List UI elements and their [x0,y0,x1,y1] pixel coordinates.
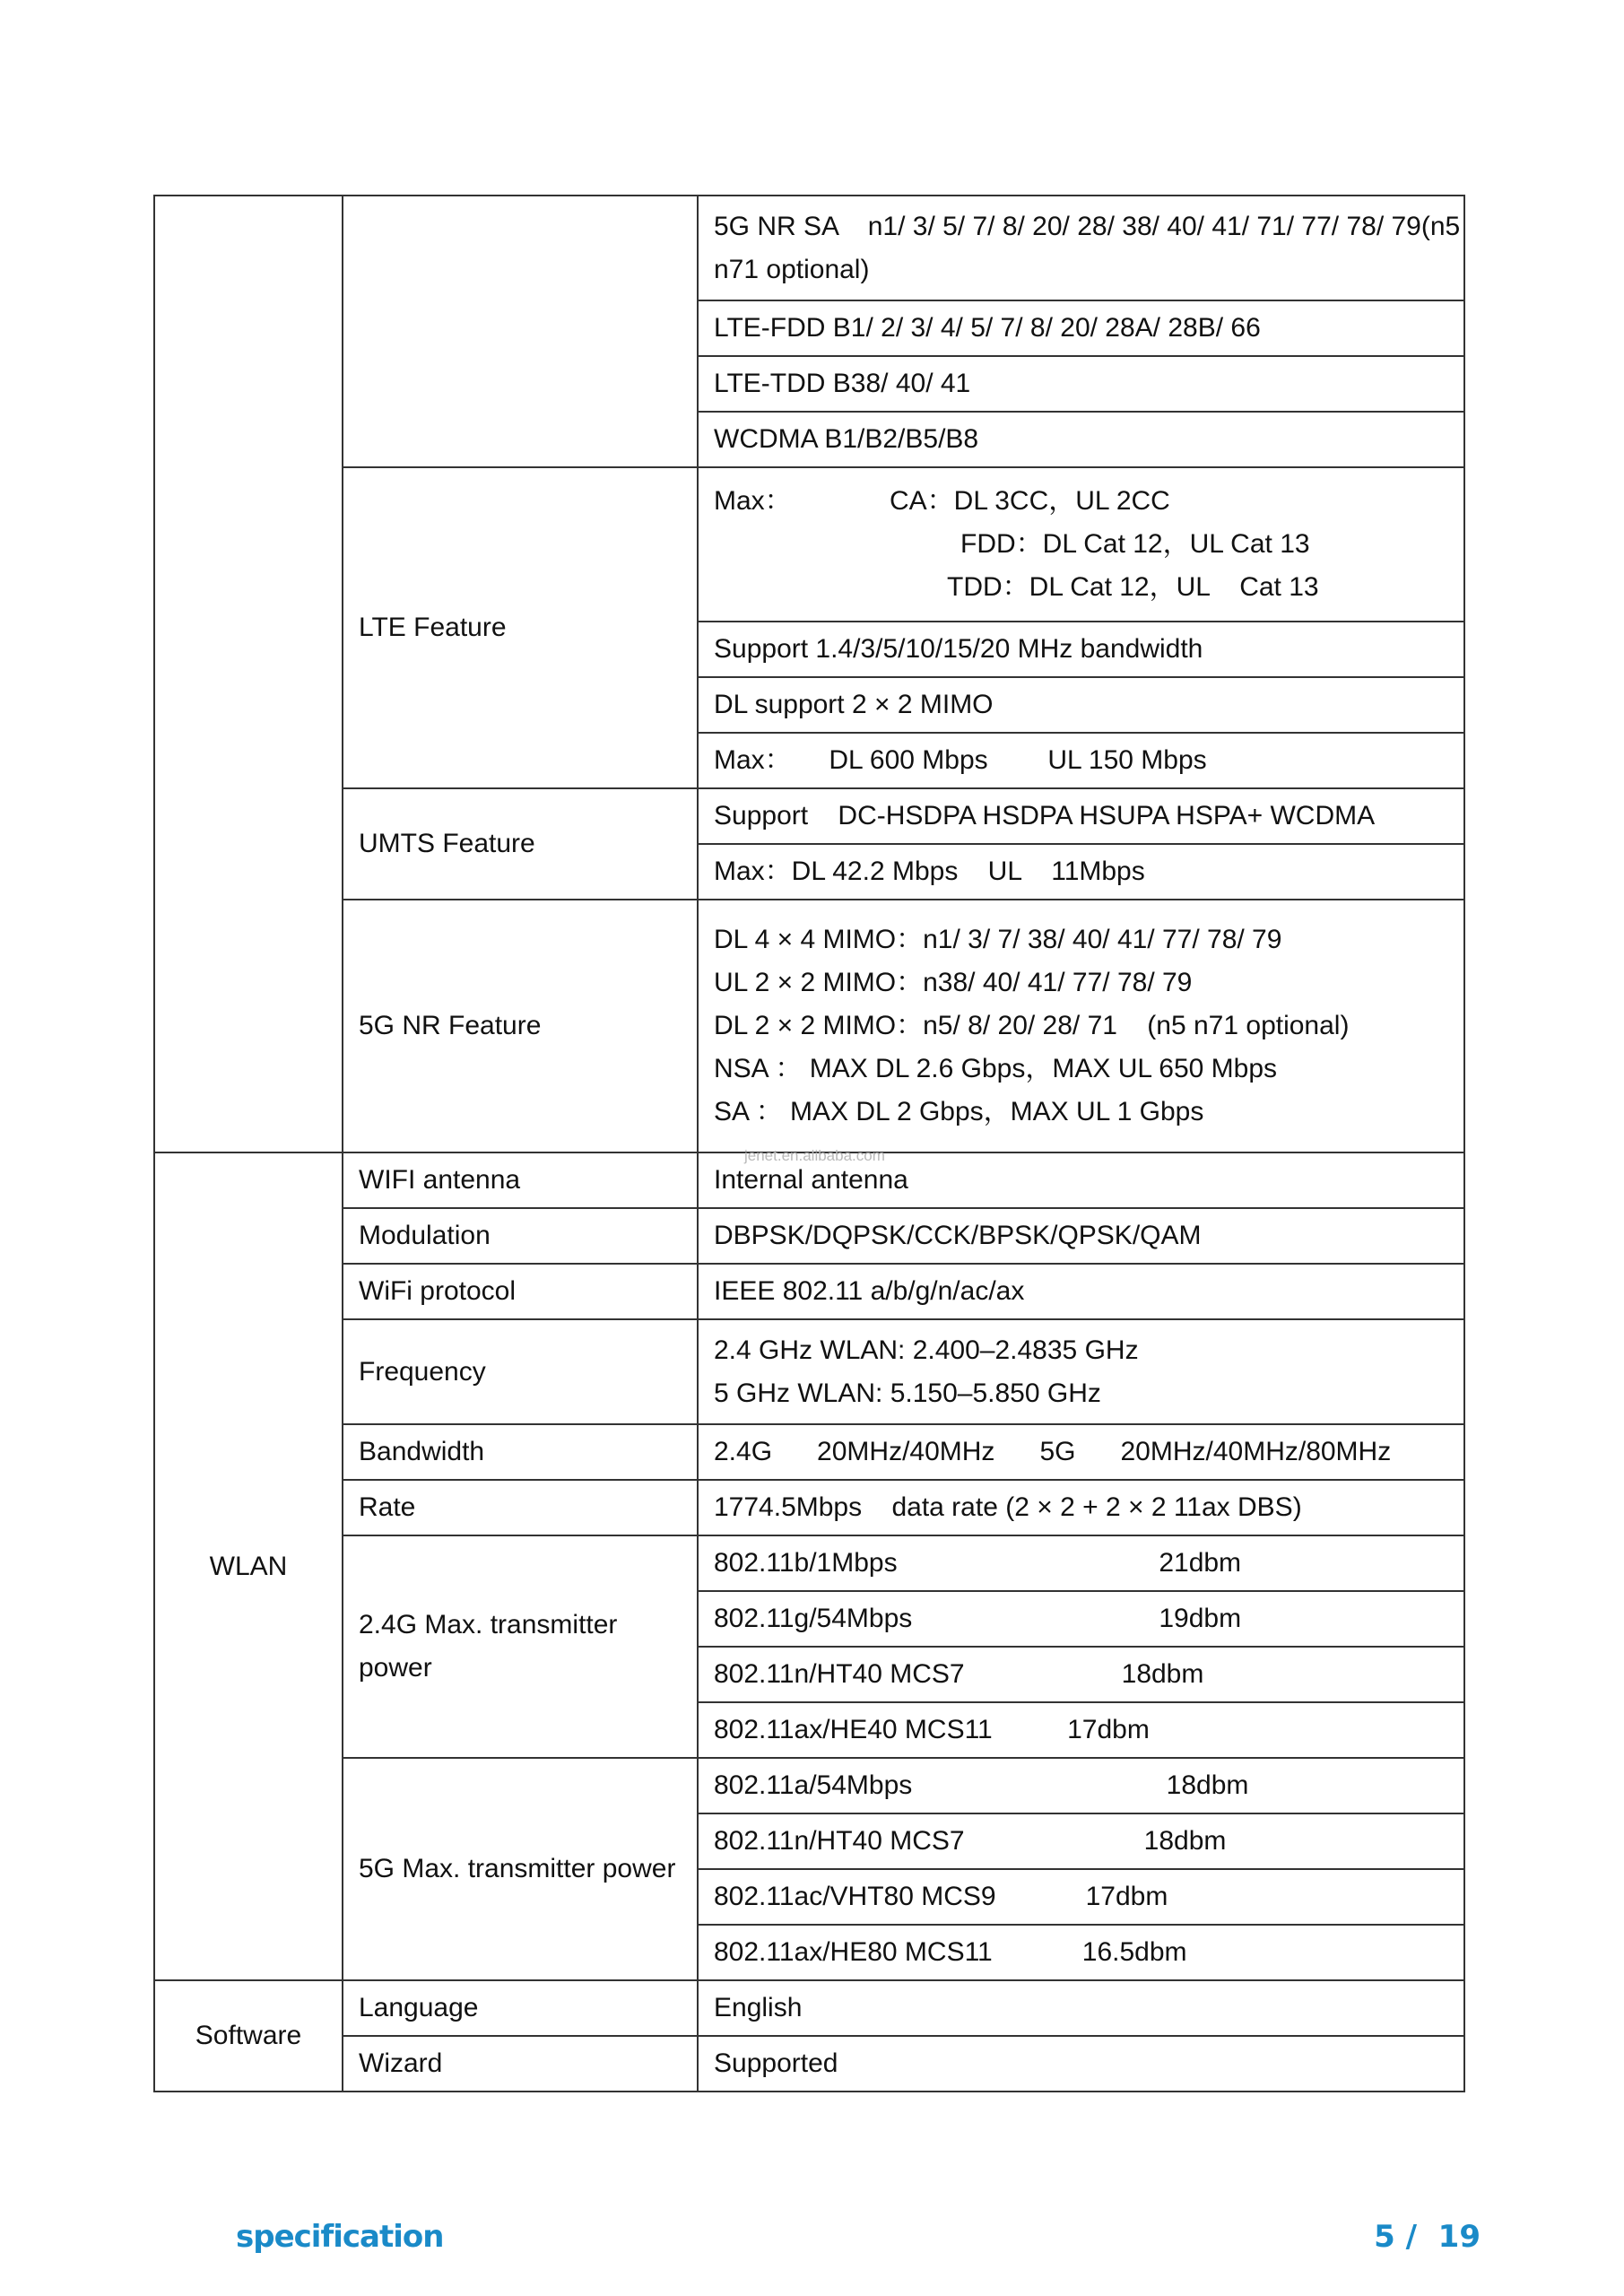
value-line: LTE-FDD B1/ 2/ 3/ 4/ 5/ 7/ 8/ 20/ 28A/ 28B/ 66 [714,313,1261,343]
value-line: NSA ： MAX DL 2.6 Gbps，MAX UL 650 Mbps [714,1054,1278,1083]
value-line [714,480,1463,523]
value-cell [698,1264,1464,1319]
value-cell [698,1702,1464,1758]
value-cell [698,1813,1464,1869]
table-row [154,2036,1464,2092]
value-line: Max： DL 600 Mbps UL 150 Mbps [714,745,1207,775]
group-cell [154,196,343,1152]
feature-cell: 2.4G Max. transmitter power [343,1535,698,1758]
group-cell: WLAN [154,1152,343,1980]
value-line: DBPSK/DQPSK/CCK/BPSK/QPSK/QAM [714,1221,1202,1250]
table-row [154,467,1464,622]
value-line: Supported [714,2048,838,2078]
value-cell [698,622,1464,677]
value-cell [698,1758,1464,1813]
value-line: IEEE 802.11 a/b/g/n/ac/ax [714,1276,1025,1306]
value-line: SA ： MAX DL 2 Gbps，MAX UL 1 Gbps [714,1097,1204,1126]
value-line: 5 GHz WLAN: 5.150–5.850 GHz [714,1378,1101,1408]
feature-cell: WIFI antenna [343,1152,698,1208]
value-line: Support 1.4/3/5/10/15/20 MHz bandwidth [714,634,1203,664]
value-cell [698,1480,1464,1535]
value-line: 802.11n/HT40 MCS7 18dbm [714,1826,1227,1856]
watermark: jenet.en.alibaba.com [744,1147,885,1164]
ca-line: CA：DL 3CC，UL 2CC [890,486,1170,516]
value-line: English [714,1993,803,2022]
table-row [154,1424,1464,1480]
table-row [154,1980,1464,2036]
value-line: n71 optional) [714,254,870,284]
feature-cell: 5G Max. transmitter power [343,1758,698,1980]
value-line: LTE-TDD B38/ 40/ 41 [714,369,971,398]
value-cell [698,300,1464,356]
page-number: 5 / 19 [1374,2219,1481,2255]
value-line: Internal antenna [714,1165,908,1195]
value-line: 2.4 GHz WLAN: 2.400–2.4835 GHz [714,1335,1139,1365]
table-row [154,1535,1464,1591]
value-line: Support DC-HSDPA HSDPA HSUPA HSPA+ WCDMA [714,801,1376,831]
value-line: 802.11ac/VHT80 MCS9 17dbm [714,1882,1168,1911]
value-cell [698,467,1464,622]
feature-cell: UMTS Feature [343,788,698,900]
value-cell [698,196,1464,300]
value-cell [698,1647,1464,1702]
table-row [154,1319,1464,1424]
value-cell [698,1535,1464,1591]
value-line: DL support 2 × 2 MIMO [714,690,994,719]
table-row [154,1208,1464,1264]
feature-cell: Wizard [343,2036,698,2092]
value-cell [698,412,1464,467]
value-line: DL 4 × 4 MIMO：n1/ 3/ 7/ 38/ 40/ 41/ 77/ 78/ 79 [714,925,1282,954]
value-cell [698,1319,1464,1424]
value-cell [698,733,1464,788]
feature-cell: LTE Feature [343,467,698,788]
value-cell [698,1591,1464,1647]
value-cell [698,356,1464,412]
value-cell [698,1869,1464,1925]
value-cell [698,900,1464,1152]
value-cell [698,788,1464,844]
value-line: 2.4G 20MHz/40MHz 5G 20MHz/40MHz/80MHz [714,1437,1392,1466]
table-row [154,1480,1464,1535]
feature-cell: Modulation [343,1208,698,1264]
value-line: 802.11n/HT40 MCS7 18dbm [714,1659,1204,1689]
value-cell [698,677,1464,733]
value-line: 802.11g/54Mbps 19dbm [714,1604,1242,1633]
feature-cell: Frequency [343,1319,698,1424]
value-line: DL 2 × 2 MIMO：n5/ 8/ 20/ 28/ 71 (n5 n71 optional) [714,1011,1350,1040]
table-row [154,196,1464,300]
value-line: FDD：DL Cat 12，UL Cat 13 [960,529,1310,559]
feature-cell: 5G NR Feature [343,900,698,1152]
table-row [154,788,1464,844]
value-line: UL 2 × 2 MIMO：n38/ 40/ 41/ 77/ 78/ 79 [714,968,1193,997]
footer-title: specification [236,2219,444,2255]
feature-cell: Rate [343,1480,698,1535]
value-cell [698,844,1464,900]
group-cell: Software [154,1980,343,2092]
value-cell [698,1925,1464,1980]
value-line: WCDMA B1/B2/B5/B8 [714,424,979,454]
value-cell [698,1424,1464,1480]
value-line: Max：DL 42.2 Mbps UL 11Mbps [714,857,1145,886]
table-row [154,1264,1464,1319]
value-cell [698,2036,1464,2092]
value-line: 802.11ax/HE80 MCS11 16.5dbm [714,1937,1187,1967]
value-line: 1774.5Mbps data rate (2 × 2 + 2 × 2 11ax DBS) [714,1492,1302,1522]
feature-cell: Language [343,1980,698,2036]
table-row [154,1758,1464,1813]
max-label: Max： [714,486,792,516]
value-line: 5G NR SA n1/ 3/ 5/ 7/ 8/ 20/ 28/ 38/ 40/ 41/ 71/ 77/ 78/ 79(n5 [714,211,1461,241]
value-line: TDD：DL Cat 12，UL Cat 13 [947,572,1319,602]
value-line: 802.11b/1Mbps 21dbm [714,1548,1242,1578]
feature-cell [343,196,698,467]
feature-cell: WiFi protocol [343,1264,698,1319]
value-line: 802.11a/54Mbps 18dbm [714,1770,1249,1800]
feature-cell: Bandwidth [343,1424,698,1480]
specification-table [153,195,1465,2092]
value-line: 802.11ax/HE40 MCS11 17dbm [714,1715,1150,1744]
table-row [154,900,1464,1152]
value-cell [698,1208,1464,1264]
value-cell [698,1980,1464,2036]
